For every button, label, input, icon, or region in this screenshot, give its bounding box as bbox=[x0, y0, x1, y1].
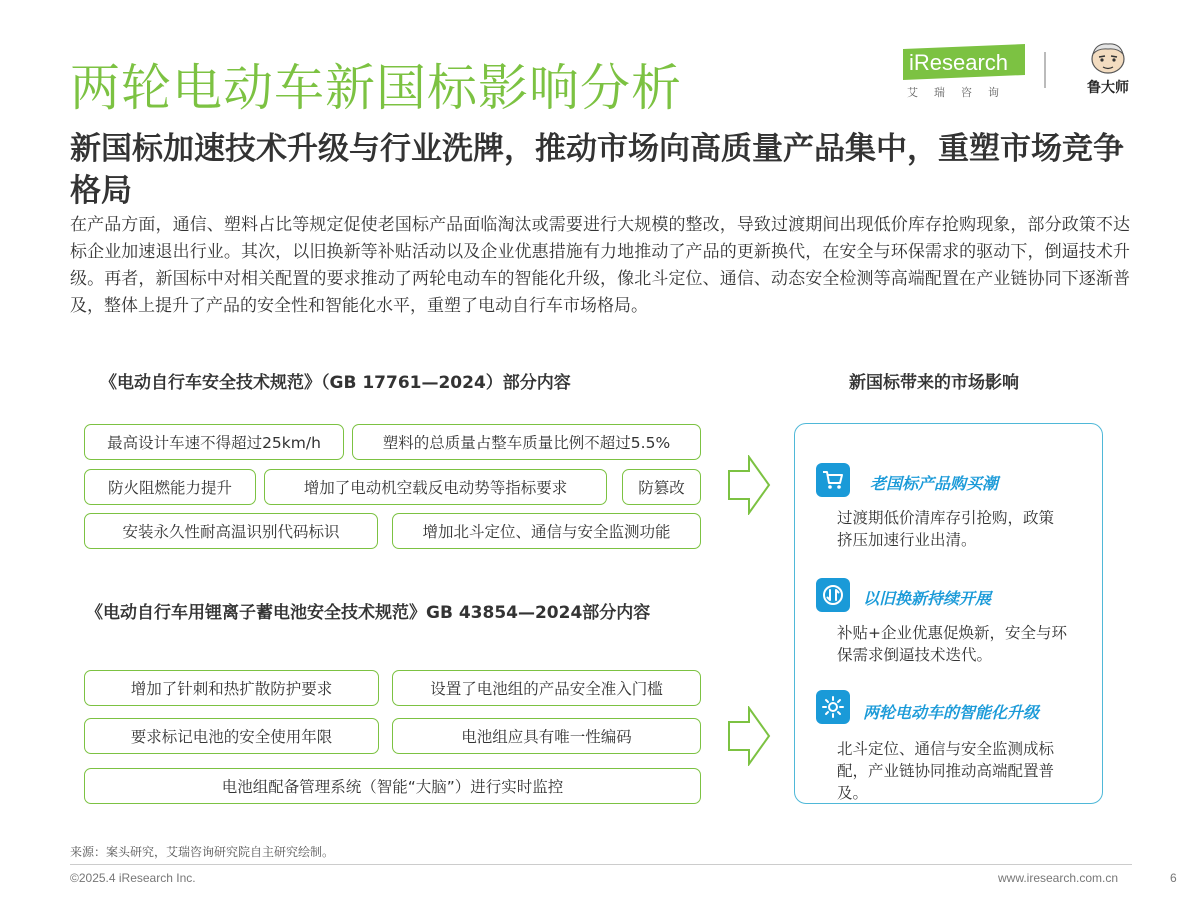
page-subtitle: 新国标加速技术升级与行业洗牌，推动市场向高质量产品集中，重塑市场竞争格局 bbox=[70, 131, 1124, 209]
footer-divider bbox=[70, 864, 1132, 865]
page-number: 6 bbox=[1170, 871, 1177, 885]
standard1-item: 增加北斗定位、通信与安全监测功能 bbox=[392, 513, 701, 549]
standard2-item: 电池组配备管理系统（智能“大脑”）进行实时监控 bbox=[84, 768, 701, 804]
impact-desc: 北斗定位、通信与安全监测成标配，产业链协同推动高端配置普及。 bbox=[837, 740, 1055, 802]
iresearch-logo-cn: 艾瑞咨询 bbox=[907, 86, 1015, 99]
standard2-item: 电池组应具有唯一性编码 bbox=[392, 718, 701, 754]
impact-title: 老国标产品购买潮 bbox=[870, 474, 999, 493]
impact-desc: 过渡期低价清库存引抢购，政策挤压加速行业出清。 bbox=[837, 509, 1055, 549]
standard1-item: 增加了电动机空载反电动势等指标要求 bbox=[264, 469, 607, 505]
standard1-item: 安装永久性耐高温识别代码标识 bbox=[84, 513, 378, 549]
source-note: 来源：案头研究，艾瑞咨询研究院自主研究绘制。 bbox=[70, 845, 335, 859]
iresearch-logo-text: iResearch bbox=[909, 50, 1009, 75]
standard1-item: 防火阻燃能力提升 bbox=[84, 469, 256, 505]
iresearch-logo bbox=[903, 44, 1025, 100]
logo-divider bbox=[1044, 52, 1046, 88]
intro-paragraph: 在产品方面，通信、塑料占比等规定促使老国标产品面临淘汰或需要进行大规模的整改，导致过渡期间出现低价库存抢购现象，部分政策不达标企业加速退出行业。其次，以旧换新等补贴活动以及企业优惠措施有力地推动了产品的更新换代，在安全与环保需求的驱动下，倒逼技术升级。再者，新国标中对相关配置的要求推动了两轮电动车的智能化升级，像北斗定位、通信、动态安全检测等高端配置在产业链协同下逐渐普及，整体上提升了产品的安全性和智能化水平，重塑了电动自行车市场格局。 bbox=[70, 215, 1130, 316]
impact-heading: 新国标带来的市场影响 bbox=[849, 373, 1019, 393]
arrow-right-icon bbox=[727, 706, 771, 766]
copyright: ©2025.4 iResearch Inc. bbox=[70, 871, 196, 885]
lightbulb-icon bbox=[816, 690, 850, 724]
standard1-item: 防篡改 bbox=[622, 469, 701, 505]
impact-title: 两轮电动车的智能化升级 bbox=[863, 703, 1040, 722]
standard1-item: 塑料的总质量占整车质量比例不超过5.5% bbox=[352, 424, 701, 460]
impact-desc: 补贴+企业优惠促焕新，安全与环保需求倒逼技术迭代。 bbox=[837, 624, 1067, 664]
standard2-item: 设置了电池组的产品安全准入门槛 bbox=[392, 670, 701, 706]
standard2-item: 增加了针刺和热扩散防护要求 bbox=[84, 670, 379, 706]
standard2-item: 要求标记电池的安全使用年限 bbox=[84, 718, 379, 754]
impact-title: 以旧换新持续开展 bbox=[863, 589, 992, 608]
page-title: 两轮电动车新国标影响分析 bbox=[70, 59, 682, 117]
website-link[interactable]: www.iresearch.com.cn bbox=[998, 871, 1119, 885]
ludashi-logo bbox=[1078, 40, 1138, 100]
exchange-icon bbox=[816, 578, 850, 612]
ludashi-logo-text: 鲁大师 bbox=[1087, 80, 1129, 96]
ludashi-face-icon bbox=[1088, 40, 1128, 76]
standard1-heading: 《电动自行车安全技术规范》（GB 17761—2024）部分内容 bbox=[100, 373, 571, 393]
arrow-right-icon bbox=[727, 455, 771, 515]
standard2-heading: 《电动自行车用锂离子蓄电池安全技术规范》GB 43854—2024部分内容 bbox=[86, 603, 651, 623]
standard1-item: 最高设计车速不得超过25km/h bbox=[84, 424, 344, 460]
shopping-cart-icon bbox=[816, 463, 850, 497]
